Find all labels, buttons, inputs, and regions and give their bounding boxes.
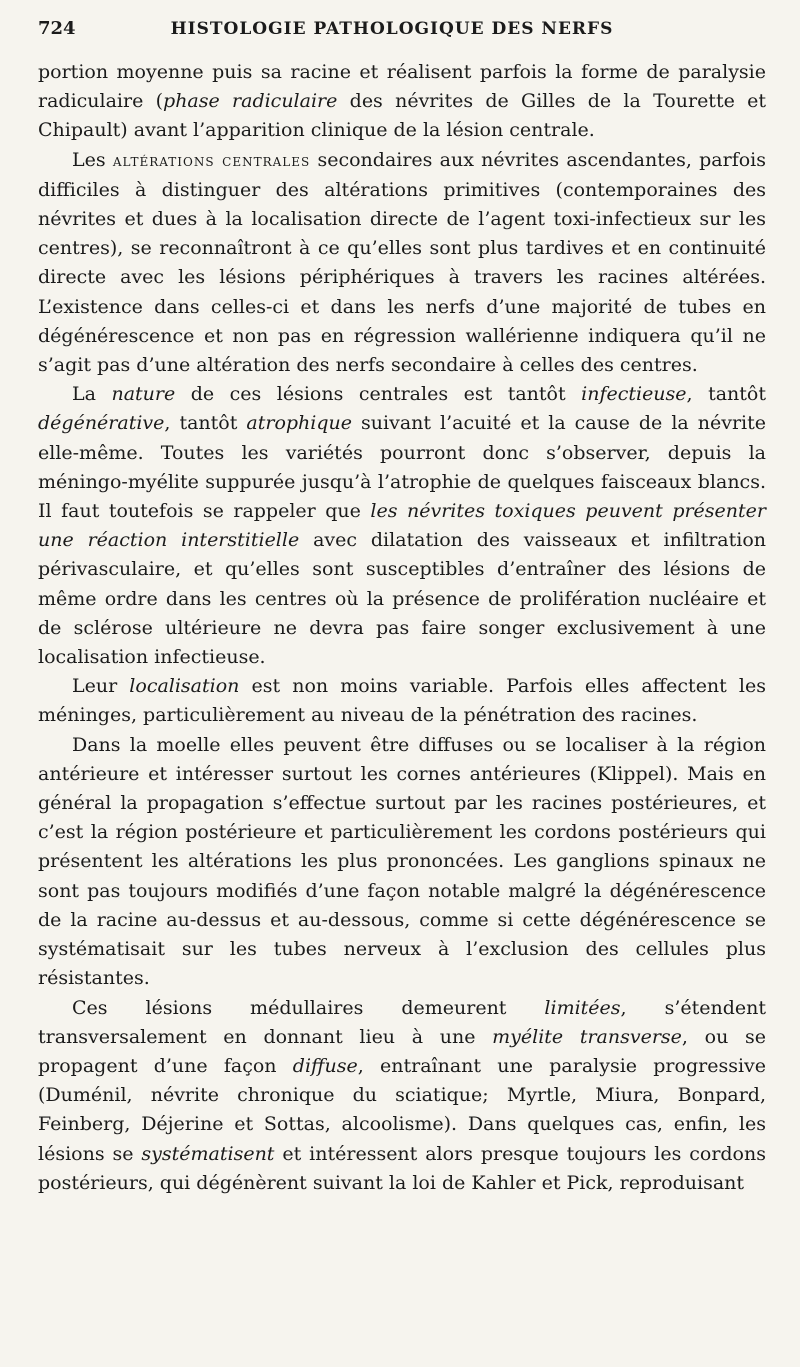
text-run: La	[72, 383, 112, 406]
italic-text: nature	[111, 383, 176, 406]
paragraph	[38, 146, 766, 381]
text-run: , tantôt	[164, 412, 247, 435]
text-run: Ces lésions médullaires demeurent	[72, 996, 545, 1019]
text-run: est non moins variable. Parfois elles affectent les méninges, particulièrement au niveau de la pénétration des racines.	[38, 675, 766, 727]
text-run: des névrites de Gilles de la Tourette et Chipault) avant l’apparition clinique de la lésion centrale.	[38, 90, 766, 142]
text-run: secondaires aux névrites ascendantes, parfois difficiles à distinguer des altérations primitives (contemporaines des névrites et dues à la localisation directe de l’agent toxi-infectieux sur les centres), se reconnaîtront à ce qu’elles sont plus tardives et en continuité directe avec les lésions périphériques à travers les racines altérées. L’existence dans celles-ci et dans les nerfs d’une majorité de tubes en dégénérescence et non pas en régression wallérienne indiquera qu’il ne s’agit pas d’une altération des nerfs secondaire à celles des centres.	[38, 148, 766, 377]
italic-text: limitées	[544, 996, 621, 1019]
italic-text: infectieuse	[581, 383, 687, 406]
running-head	[38, 18, 766, 58]
text-run: de ces lésions centrales est tantôt	[175, 383, 582, 406]
italic-text: systématisent	[141, 1142, 275, 1165]
text-run: et intéressent alors presque toujours les cordons postérieurs, qui dégénèrent suivant la loi de Kahler et Pick, reproduisant	[38, 1142, 766, 1194]
text-run: , entraînant une paralysie progressive (Duménil, névrite chronique du sciatique; Myrtle, Miura, Bonpard, Feinberg, Déjerine et Sottas, alcoolisme). Dans quelques cas, enfin, les lésions se	[38, 1054, 766, 1165]
paragraph	[38, 994, 766, 1198]
italic-text: localisation	[129, 675, 240, 698]
text-run: avec dilatation des vaisseaux et infiltration périvasculaire, et qu’elles sont susceptibles d’entraîner des lésions de même ordre dans les centres où la présence de prolifération nucléaire et de sclérose ultérieure ne devra pas faire songer exclusivement à une localisation infectieuse.	[38, 529, 767, 669]
text-run: Dans la moelle elles peuvent être diffuses ou se localiser à la région antérieure et intéresser surtout les cornes antérieures (Klippel). Mais en général la propagation s’effectue surtout par les racines postérieures, et c’est la région postérieure et particulièrement les cordons postérieurs qui présentent les altérations les plus prononcées. Les ganglions spinaux ne sont pas toujours modifiés d’une façon notable malgré la dégénérescence de la racine au-dessus et au-dessous, comme si cette dégénérescence se systématisait sur les tubes nerveux à l’exclusion des cellules plus résistantes.	[38, 733, 766, 990]
italic-text: dégénérative	[38, 412, 165, 435]
paragraph	[38, 380, 766, 672]
italic-text: myélite transverse	[492, 1025, 682, 1048]
italic-text: diffuse	[292, 1054, 358, 1077]
text-run: suivant l’acuité et la cause de la névrite elle-même. Toutes les variétés pourront donc s’observer, depuis la méningo-myélite suppurée jusqu’à l’atrophie de quelques faisceaux blancs. Il faut toutefois se rappeler que	[38, 412, 767, 523]
italic-text: les névrites toxiques peuvent présenter une réaction interstitielle	[38, 500, 766, 552]
page-number: 724	[38, 18, 76, 39]
italic-text: phase radiculaire	[163, 90, 338, 113]
text-run: portion moyenne puis sa racine et réalisent parfois la forme de paralysie radiculaire (	[38, 61, 766, 113]
text-run: , tantôt	[686, 383, 766, 406]
text-run: Leur	[72, 675, 130, 698]
small-caps-text: altérations centrales	[112, 150, 311, 171]
italic-text: atrophique	[246, 412, 353, 435]
paragraph	[38, 672, 766, 730]
text-run: , s’étendent transversalement en donnant lieu à une	[38, 996, 766, 1048]
text-run: Les	[72, 148, 113, 171]
text-run: , ou se propagent d’une façon	[38, 1025, 766, 1077]
paragraph	[38, 58, 766, 146]
paragraph	[38, 731, 766, 994]
running-title: HISTOLOGIE PATHOLOGIQUE DES NERFS	[170, 19, 614, 39]
body-text	[38, 58, 766, 1198]
